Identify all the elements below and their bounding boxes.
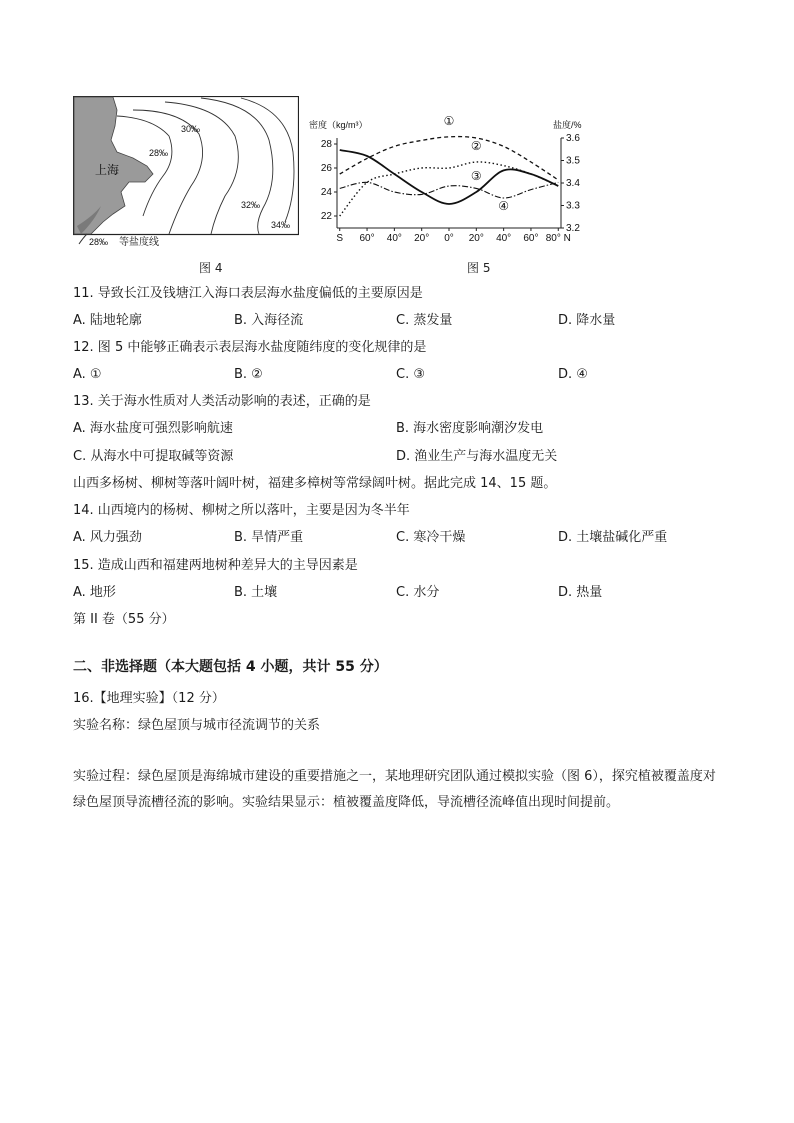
right-tick-label: 3.4 xyxy=(566,178,580,189)
left-tick-label: 22 xyxy=(320,211,332,222)
isoline-label-28: 28‰ xyxy=(149,148,169,158)
figures-row xyxy=(73,96,593,276)
q13-option-b: B. 海水密度影响潮汐发电 xyxy=(396,421,544,436)
q15-option-d: D. 热量 xyxy=(558,585,603,600)
isoline-legend-symbol xyxy=(79,234,87,244)
q12-option-d: D. ④ xyxy=(558,367,588,382)
series-label-3: ③ xyxy=(470,169,482,183)
q12-option-b: B. ② xyxy=(234,367,263,382)
series-label-4: ④ xyxy=(498,199,510,213)
x-tick-label: S xyxy=(336,233,344,244)
series-label-1: ① xyxy=(443,113,455,128)
right-tick-label: 3.5 xyxy=(566,155,580,167)
series-line-2 xyxy=(340,162,559,216)
left-tick-label: 26 xyxy=(320,163,332,174)
legend-value: 28‰ xyxy=(89,237,109,246)
x-tick-label: 40° xyxy=(386,233,402,244)
q15-option-a: A. 地形 xyxy=(73,585,116,600)
right-tick-label: 3.6 xyxy=(566,133,580,144)
land-label: 上海 xyxy=(95,163,120,177)
x-tick-label: 20° xyxy=(414,233,430,244)
x-tick-label: 20° xyxy=(468,233,484,244)
x-tick-label: 80° N xyxy=(545,233,571,244)
figure-4-map xyxy=(73,96,299,246)
series-label-2: ② xyxy=(470,139,482,153)
x-tick-label: 60° xyxy=(523,233,539,244)
legend-text: 等盐度线 xyxy=(119,237,159,246)
experiment-name: 实验名称：绿色屋顶与城市径流调节的关系 xyxy=(73,718,321,733)
q13-option-a: A. 海水盐度可强烈影响航速 xyxy=(73,421,233,436)
section-2-title: 二、非选择题（本大题包括 4 小题，共计 55 分） xyxy=(73,659,388,675)
right-axis-label: 盐度/% xyxy=(553,120,582,130)
q15-option-b: B. 土壤 xyxy=(234,585,278,600)
right-tick-label: 3.3 xyxy=(566,200,580,212)
x-tick-label: 40° xyxy=(496,233,512,244)
series-line-4 xyxy=(340,182,559,198)
figure-4-caption: 图 4 xyxy=(199,261,223,275)
question-11-stem: 11. 导致长江及钱塘江入海口表层海水盐度偏低的主要原因是 xyxy=(73,286,423,301)
isoline-label-34: 34‰ xyxy=(271,220,291,230)
q13-option-c: C. 从海水中可提取碱等资源 xyxy=(73,449,234,464)
part-2-header: 第 II 卷（55 分） xyxy=(73,612,175,627)
q14-option-b: B. 旱情严重 xyxy=(234,530,304,545)
q11-option-b: B. 入海径流 xyxy=(234,313,304,328)
q14-option-a: A. 风力强劲 xyxy=(73,530,142,545)
left-tick-label: 28 xyxy=(320,139,332,150)
q12-option-a: A. ① xyxy=(73,367,102,382)
x-tick-label: 0° xyxy=(444,233,454,244)
q14-15-intro: 山西多杨树、柳树等落叶阔叶树，福建多樟树等常绿阔叶树。据此完成 14、15 题。 xyxy=(73,476,557,491)
figure-5-chart xyxy=(309,96,599,246)
q13-option-d: D. 渔业生产与海水温度无关 xyxy=(396,449,558,464)
left-tick-label: 24 xyxy=(320,187,332,198)
question-12-stem: 12. 图 5 中能够正确表示表层海水盐度随纬度的变化规律的是 xyxy=(73,340,427,355)
figure-5-caption: 图 5 xyxy=(467,261,491,275)
q14-option-d: D. 土壤盐碱化严重 xyxy=(558,530,668,545)
left-axis-label: 密度（kg/m³） xyxy=(309,120,368,130)
right-tick-label: 3.2 xyxy=(566,223,580,234)
question-15-stem: 15. 造成山西和福建两地树种差异大的主导因素是 xyxy=(73,558,358,573)
question-13-stem: 13. 关于海水性质对人类活动影响的表述，正确的是 xyxy=(73,394,371,409)
isoline-label-32: 32‰ xyxy=(241,200,261,210)
q15-option-c: C. 水分 xyxy=(396,585,440,600)
question-16-title: 16.【地理实验】（12 分） xyxy=(73,691,225,706)
q11-option-d: D. 降水量 xyxy=(558,313,616,328)
x-tick-label: 60° xyxy=(359,233,375,244)
experiment-process: 实验过程：绿色屋顶是海绵城市建设的重要措施之一，某地理研究团队通过模拟实验（图 6），探究植被覆盖度对绿色屋顶导流槽径流的影响。实验结果显示：植被覆盖度降低，导流槽径流峰值出现时间提前。 xyxy=(73,769,716,810)
question-14-stem: 14. 山西境内的杨树、柳树之所以落叶，主要是因为冬半年 xyxy=(73,503,410,518)
q14-option-c: C. 寒冷干燥 xyxy=(396,530,466,545)
q11-option-c: C. 蒸发量 xyxy=(396,313,453,328)
q12-option-c: C. ③ xyxy=(396,367,425,382)
q11-option-a: A. 陆地轮廓 xyxy=(73,313,142,328)
isoline-label-30: 30‰ xyxy=(181,124,201,134)
